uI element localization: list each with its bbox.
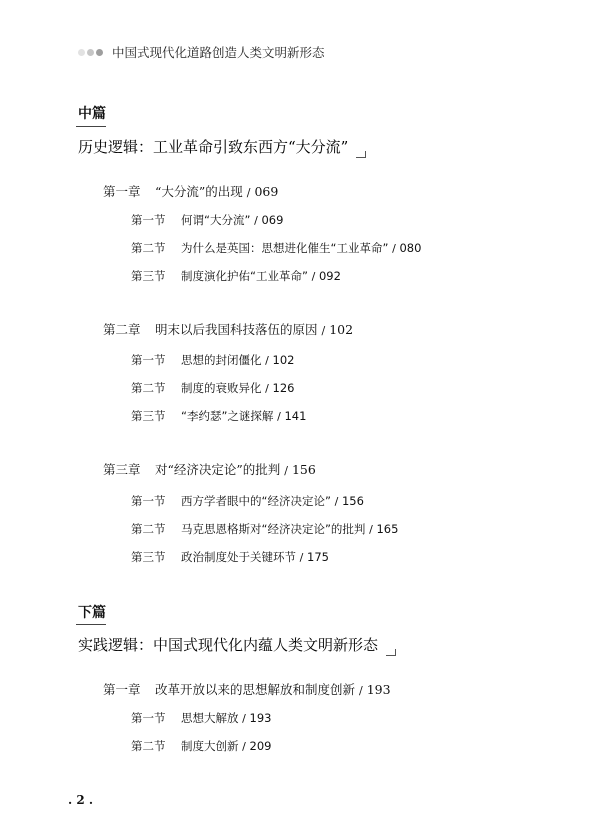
section-page: 126: [272, 381, 295, 395]
chapter-number: 第三章: [103, 462, 141, 477]
toc-chapter[interactable]: 第二章 明末以后我国科技落伍的原因 / 102: [103, 322, 354, 337]
section-page: 193: [249, 711, 272, 725]
section-title: 西方学者眼中的“经济决定论”: [181, 494, 331, 508]
part-title: 实践逻辑：中国式现代化内蕴人类文明新形态: [78, 634, 396, 656]
section-number: 第一节: [131, 494, 166, 508]
toc-section[interactable]: 第二节 制度的衰败异化 / 126: [131, 381, 295, 395]
chapter-number: 第二章: [103, 322, 141, 337]
section-number: 第三节: [131, 409, 166, 423]
part-divider: [76, 126, 106, 127]
section-page: 080: [399, 241, 422, 255]
section-page: 141: [284, 409, 307, 423]
section-title: 制度演化护佑“工业革命”: [181, 269, 308, 283]
toc-chapter[interactable]: 第一章 改革开放以来的思想解放和制度创新 / 193: [103, 682, 391, 697]
chapter-page: 193: [366, 682, 391, 697]
running-header-title: 中国式现代化道路创造人类文明新形态: [112, 45, 325, 60]
section-title: 制度的衰败异化: [181, 381, 262, 395]
part-title: 历史逻辑：工业革命引致东西方“大分流”: [78, 136, 366, 158]
section-number: 第一节: [131, 353, 166, 367]
part-divider: [76, 624, 106, 625]
corner-mark-icon: [356, 151, 366, 158]
part-label: 中篇: [78, 106, 106, 122]
section-title: 何谓“大分流”: [181, 213, 251, 227]
header-dots-icon: [78, 49, 103, 56]
toc-chapter[interactable]: 第一章 “大分流”的出现 / 069: [103, 184, 279, 199]
section-page: 069: [261, 213, 284, 227]
chapter-page: 069: [254, 184, 279, 199]
section-number: 第二节: [131, 522, 166, 536]
toc-section[interactable]: 第二节 制度大创新 / 209: [131, 739, 272, 753]
section-title: “李约瑟”之谜探解: [181, 409, 274, 423]
corner-mark-icon: [386, 649, 396, 656]
section-page: 156: [341, 494, 364, 508]
toc-section[interactable]: 第一节 思想的封闭僵化 / 102: [131, 353, 295, 367]
section-title: 政治制度处于关键环节: [181, 550, 296, 564]
toc-section[interactable]: 第三节 制度演化护佑“工业革命” / 092: [131, 269, 341, 283]
chapter-title: 明末以后我国科技落伍的原因: [155, 322, 318, 337]
section-page: 175: [307, 550, 329, 564]
section-number: 第一节: [131, 213, 166, 227]
toc-section[interactable]: 第一节 何谓“大分流” / 069: [131, 213, 284, 227]
section-number: 第二节: [131, 381, 166, 395]
section-title: 制度大创新: [181, 739, 239, 753]
section-title: 思想大解放: [181, 711, 239, 725]
chapter-number: 第一章: [103, 682, 141, 697]
toc-section[interactable]: 第二节 马克思恩格斯对“经济决定论”的批判 / 165: [131, 522, 399, 536]
page-number: . 2 .: [68, 793, 94, 807]
chapter-page: 102: [329, 322, 354, 337]
toc-section[interactable]: 第二节 为什么是英国：思想进化催生“工业革命” / 080: [131, 241, 422, 255]
chapter-title: 对“经济决定论”的批判: [155, 462, 281, 477]
section-number: 第二节: [131, 739, 166, 753]
chapter-title: “大分流”的出现: [155, 184, 243, 199]
section-page: 102: [272, 353, 295, 367]
section-title: 马克思恩格斯对“经济决定论”的批判: [181, 522, 366, 536]
toc-section[interactable]: 第三节 政治制度处于关键环节 / 175: [131, 550, 329, 564]
chapter-number: 第一章: [103, 184, 141, 199]
section-number: 第一节: [131, 711, 166, 725]
running-header: [78, 43, 325, 61]
chapter-title: 改革开放以来的思想解放和制度创新: [155, 682, 356, 697]
section-title: 思想的封闭僵化: [181, 353, 262, 367]
toc-chapter[interactable]: 第三章 对“经济决定论”的批判 / 156: [103, 462, 316, 477]
part-label: 下篇: [78, 605, 106, 621]
section-page: 165: [376, 522, 399, 536]
toc-section[interactable]: 第三节 “李约瑟”之谜探解 / 141: [131, 409, 307, 423]
section-title: 为什么是英国：思想进化催生“工业革命”: [181, 241, 389, 255]
toc-section[interactable]: 第一节 思想大解放 / 193: [131, 711, 272, 725]
section-number: 第三节: [131, 269, 166, 283]
section-page: 209: [249, 739, 272, 753]
section-number: 第二节: [131, 241, 166, 255]
section-page: 092: [318, 269, 341, 283]
section-number: 第三节: [131, 550, 166, 564]
toc-section[interactable]: 第一节 西方学者眼中的“经济决定论” / 156: [131, 494, 364, 508]
chapter-page: 156: [291, 462, 316, 477]
